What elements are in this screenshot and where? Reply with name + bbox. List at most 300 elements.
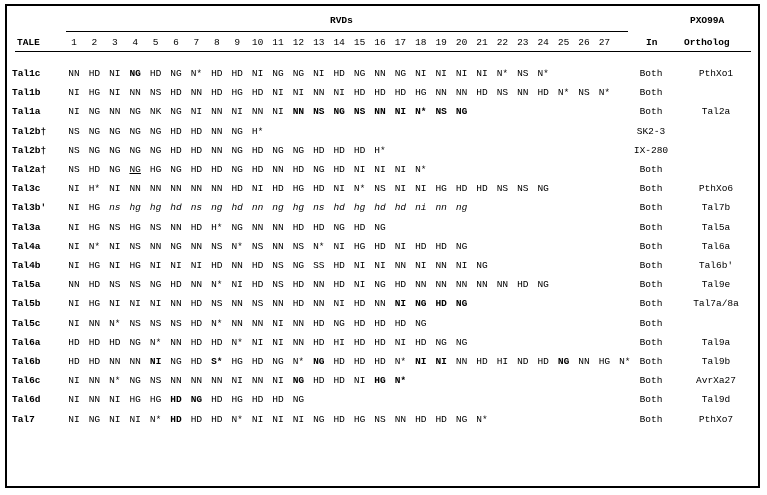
rvds-header: RVDs xyxy=(330,15,353,26)
in-cell: Both xyxy=(639,317,663,329)
rvd-cell: HD xyxy=(190,298,203,310)
rvd-cell: NS xyxy=(517,68,529,79)
rvd-cell: HD xyxy=(251,260,264,271)
rvd-cell: NN xyxy=(517,87,529,99)
tale-name: Tal2a† xyxy=(12,164,47,175)
column-header: 10 xyxy=(251,37,264,48)
rvd-cell: NI xyxy=(109,298,121,310)
rvd-cell: NS xyxy=(109,221,121,233)
rvd-cell: HD xyxy=(251,164,264,175)
column-header: 13 xyxy=(313,37,325,48)
rvd-cell: NI xyxy=(109,240,121,252)
tale-name: Tal5a xyxy=(12,279,41,291)
rvd-cell: NS xyxy=(578,87,590,99)
rvd-cell: ng xyxy=(211,202,223,214)
rvd-cell: HG xyxy=(292,183,305,195)
rvd-cell: HD xyxy=(68,336,80,348)
rvd-cell: NI xyxy=(272,87,284,99)
rvd-cell: NG xyxy=(537,183,549,195)
rvd-cell: HD xyxy=(313,336,325,348)
rvd-cell: NG xyxy=(333,221,345,233)
rvd-cell: NI xyxy=(68,375,80,387)
rvd-cell: NI xyxy=(394,183,407,195)
rvd-cell: hg xyxy=(292,202,305,214)
rvd-cell: HD xyxy=(251,144,264,156)
rvd-cell: NI xyxy=(68,87,80,99)
rvd-cell: NI xyxy=(476,68,488,79)
rvd-cell: NI xyxy=(455,68,468,79)
rvd-cell: HG xyxy=(88,260,101,271)
rvd-cell: HD xyxy=(313,144,325,156)
column-header: 2 xyxy=(91,37,98,48)
rvd-cell: NN xyxy=(190,183,203,195)
column-header: 8 xyxy=(213,37,220,48)
rvd-cell: NN xyxy=(170,336,182,348)
rvd-cell: HD xyxy=(353,87,366,99)
rvd-cell: NN xyxy=(129,183,141,195)
rvd-cell: HD xyxy=(415,240,427,252)
rvd-cell: NN xyxy=(88,394,101,406)
rvd-cell: NN xyxy=(251,106,264,118)
rvd-cell: NI xyxy=(149,356,162,367)
rvd-cell: N* xyxy=(415,106,427,118)
rvd-cell: HD xyxy=(353,144,366,156)
rvd-cell: NN xyxy=(272,298,284,310)
rvd-cell: NN xyxy=(149,240,162,252)
rvd-cell: HD xyxy=(272,183,284,195)
rvd-cell: NS xyxy=(170,317,182,329)
rvd-cell: NS xyxy=(374,413,386,425)
rvd-cell: N* xyxy=(537,68,549,79)
rvd-cell: NI xyxy=(415,260,427,271)
rvd-cell: NI xyxy=(435,356,447,367)
rvd-cell: NN xyxy=(292,317,305,329)
ortholog-cell: AvrXa27 xyxy=(696,375,736,387)
rvd-cell: NS xyxy=(374,183,386,195)
rvd-cell: NN xyxy=(190,375,203,387)
rvd-cell: NN xyxy=(496,279,509,291)
in-cell: SK2-3 xyxy=(636,125,666,137)
rvd-cell: NI xyxy=(109,183,121,195)
rvd-cell: HG xyxy=(88,202,101,214)
rvd-cell: HD xyxy=(353,356,366,367)
rvd-cell: HD xyxy=(88,336,101,348)
rvd-cell: HD xyxy=(313,317,325,329)
rvd-cell: NI xyxy=(333,240,345,252)
rvd-cell: HD xyxy=(333,375,345,387)
rvd-cell: NG xyxy=(435,336,447,348)
ortholog-cell: Tal9e xyxy=(701,279,731,291)
rvd-cell: NS xyxy=(68,164,80,175)
rvd-cell: HD xyxy=(190,413,203,425)
rvd-cell: NS xyxy=(68,125,80,137)
rvd-cell: NN xyxy=(190,240,203,252)
rvd-cell: NG xyxy=(88,144,101,156)
rvd-cell: HD xyxy=(333,164,345,175)
rvd-cell: ni xyxy=(415,202,427,214)
in-cell: Both xyxy=(639,68,663,79)
rvd-cell: HD xyxy=(211,413,223,425)
rvd-cell: HD xyxy=(211,87,223,99)
rvd-cell: ng xyxy=(455,202,468,214)
rvd-cell: HG xyxy=(374,375,386,387)
tale-name: Tal4b xyxy=(12,260,41,271)
rvd-cell: NN xyxy=(211,125,223,137)
rvd-cell: NK xyxy=(149,106,162,118)
rvd-cell: NI xyxy=(251,413,264,425)
rvd-cell: NI xyxy=(435,68,447,79)
column-header: 6 xyxy=(173,37,179,48)
tale-name: Tal3a xyxy=(12,221,41,233)
rvd-cell: NN xyxy=(313,279,325,291)
rvd-cell: NI xyxy=(149,260,162,271)
rvd-cell: NN xyxy=(251,221,264,233)
tale-name: Tal4a xyxy=(12,240,41,252)
rvd-cell: hd xyxy=(374,202,386,214)
rvd-cell: NS xyxy=(129,240,141,252)
rvd-cell: NG xyxy=(170,68,182,79)
rvd-cell: NG xyxy=(272,356,284,367)
rvd-cell: NN xyxy=(476,279,488,291)
tale-name: Tal6b xyxy=(12,356,41,367)
ortholog-cell: PthXo1 xyxy=(698,68,734,79)
rvd-cell: NN xyxy=(170,221,182,233)
rvd-cell: N* xyxy=(211,279,223,291)
rvd-cell: NI xyxy=(353,375,366,387)
rvd-cell: NI xyxy=(68,202,80,214)
rvd-cell: HD xyxy=(292,221,305,233)
rvd-cell: SS xyxy=(313,260,325,271)
rvd-cell: NG xyxy=(313,413,325,425)
rvd-cell: NI xyxy=(109,260,121,271)
rvd-cell: HD xyxy=(231,183,243,195)
rvd-cell: NN xyxy=(211,144,223,156)
rvd-cell: HD xyxy=(251,394,264,406)
rvd-cell: NG xyxy=(149,125,162,137)
in-cell: Both xyxy=(639,279,663,291)
rvd-cell: NS xyxy=(211,240,223,252)
rvd-cell: NI xyxy=(272,106,284,118)
rvd-cell: HD xyxy=(251,279,264,291)
rvd-cell: NS xyxy=(272,279,284,291)
column-header: 25 xyxy=(557,37,570,48)
rvd-cell: hd xyxy=(170,202,182,214)
tale-name: Tal2b† xyxy=(12,144,47,156)
rvd-cell: NG xyxy=(170,164,182,175)
rvd-cell: NI xyxy=(231,279,243,291)
rvd-cell: NN xyxy=(129,87,141,99)
column-header: 4 xyxy=(132,37,139,48)
rvd-cell: NN xyxy=(435,279,447,291)
rvd-cell: NG xyxy=(313,164,325,175)
rvd-cell: NG xyxy=(374,221,386,233)
rvd-cell: NI xyxy=(272,413,284,425)
column-header: 7 xyxy=(193,37,200,48)
in-cell: Both xyxy=(639,260,663,271)
column-header: 23 xyxy=(517,37,529,48)
column-header: 14 xyxy=(333,37,345,48)
rvd-cell: S* xyxy=(211,356,223,367)
column-header: 15 xyxy=(353,37,366,48)
rvd-cell: NI xyxy=(394,298,407,310)
rvd-cell: NG xyxy=(537,279,549,291)
rvd-cell: NS xyxy=(68,144,80,156)
rvd-cell: HD xyxy=(190,336,203,348)
rvd-cell: NN xyxy=(455,356,468,367)
in-cell: Both xyxy=(639,164,663,175)
rvd-cell: HD xyxy=(353,298,366,310)
rvd-cell: NI xyxy=(455,260,468,271)
column-header: 24 xyxy=(537,37,549,48)
rvd-cell: hg xyxy=(353,202,366,214)
rvd-cell: H* xyxy=(211,221,223,233)
rvd-cell: HD xyxy=(313,183,325,195)
rvd-cell: H* xyxy=(88,183,101,195)
column-header: 21 xyxy=(476,37,488,48)
rvd-cell: N* xyxy=(496,68,509,79)
ortholog-cell: Tal6b' xyxy=(698,260,734,271)
rvd-cell: hd xyxy=(394,202,407,214)
rvd-cell: NN xyxy=(313,87,325,99)
rvd-cell: HD xyxy=(190,144,203,156)
rvd-cell: HD xyxy=(251,87,264,99)
rvd-cell: NS xyxy=(517,183,529,195)
rvd-cell: NN xyxy=(68,68,80,79)
rvd-cell: NG xyxy=(394,68,407,79)
rvd-cell: NG xyxy=(231,221,243,233)
rvd-cell: HD xyxy=(435,298,447,310)
rvd-cell: HG xyxy=(598,356,611,367)
rvd-cell: HD xyxy=(190,164,203,175)
ortholog-cell: Tal9a xyxy=(701,336,731,348)
rvd-cell: NI xyxy=(394,240,407,252)
rvd-cell: HD xyxy=(190,317,203,329)
in-cell: Both xyxy=(639,375,663,387)
tale-name: Tal5c xyxy=(12,317,41,329)
rvd-cell: HD xyxy=(313,221,325,233)
rvd-cell: HD xyxy=(170,279,182,291)
rvd-cell: NN xyxy=(455,87,468,99)
rvd-cell: HD xyxy=(374,356,386,367)
rvd-cell: NI xyxy=(68,221,80,233)
rvd-cell: hg xyxy=(129,202,141,214)
rvd-cell: NN xyxy=(109,106,121,118)
rvd-cell: HD xyxy=(476,356,488,367)
rvd-cell: NI xyxy=(109,413,121,425)
rvd-cell: HD xyxy=(170,87,182,99)
rvd-cell: NN xyxy=(170,298,182,310)
rvd-cell: NI xyxy=(292,87,305,99)
rvd-cell: NN xyxy=(251,375,264,387)
in-cell: Both xyxy=(639,183,663,195)
rvd-cell: NG xyxy=(455,240,468,252)
rvd-cell: NN xyxy=(231,317,243,329)
rvd-cell: HI xyxy=(333,336,345,348)
rvd-cell: H* xyxy=(251,125,264,137)
rvd-cell: NG xyxy=(455,106,468,118)
column-header: 20 xyxy=(455,37,468,48)
rvd-cell: NG xyxy=(109,125,121,137)
tale-name: Tal7 xyxy=(12,413,35,425)
rvd-cell: HD xyxy=(353,336,366,348)
rvd-cell: NI xyxy=(231,106,243,118)
column-header: 16 xyxy=(374,37,386,48)
rvd-cell: NG xyxy=(272,144,284,156)
rvd-cell: NS xyxy=(435,106,447,118)
rvd-cell: NI xyxy=(394,336,407,348)
rvd-cell: HD xyxy=(537,356,549,367)
rvd-cell: N* xyxy=(292,356,305,367)
rvd-cell: NN xyxy=(272,240,284,252)
ortholog-header-line1: PXO99A xyxy=(690,15,725,26)
rvd-cell: NI xyxy=(251,183,264,195)
rvd-cell: NI xyxy=(68,106,80,118)
rvd-cell: N* xyxy=(619,356,631,367)
tale-name: Tal1a xyxy=(12,106,41,118)
rvd-cell: NG xyxy=(88,106,101,118)
rvd-cell: HD xyxy=(476,183,488,195)
rvd-cell: NN xyxy=(211,375,223,387)
rvd-cell: HD xyxy=(537,87,549,99)
column-header: 26 xyxy=(578,37,590,48)
in-cell: Both xyxy=(639,413,663,425)
rvd-cell: NI xyxy=(272,375,284,387)
ortholog-cell: Tal9d xyxy=(701,394,731,406)
ortholog-cell: PthXo6 xyxy=(698,183,734,195)
rvd-cell: NG xyxy=(109,164,121,175)
rvd-cell: NI xyxy=(415,183,427,195)
rvd-cell: HG xyxy=(231,356,243,367)
rvd-cell: HG xyxy=(129,221,141,233)
rvd-cell: NN xyxy=(292,336,305,348)
rvd-cell: HD xyxy=(333,279,345,291)
rvd-cell: NS xyxy=(496,183,509,195)
rvd-cell: NN xyxy=(435,260,447,271)
rvd-cell: NI xyxy=(353,164,366,175)
rvd-cell: HG xyxy=(353,413,366,425)
rvd-cell: NI xyxy=(68,394,80,406)
rvd-cell: NG xyxy=(170,106,182,118)
rvd-cell: N* xyxy=(149,336,162,348)
rvd-cell: NI xyxy=(109,68,121,79)
rvd-cell: NN xyxy=(68,279,80,291)
rvd-cell: N* xyxy=(313,240,325,252)
column-header: 18 xyxy=(415,37,427,48)
tale-name: Tal2b† xyxy=(12,125,47,137)
in-cell: Both xyxy=(639,298,663,310)
in-cell: Both xyxy=(639,87,663,99)
rvds-rule xyxy=(66,31,628,32)
rvd-cell: HD xyxy=(190,125,203,137)
rvd-cell: NI xyxy=(353,279,366,291)
rvd-cell: NG xyxy=(292,144,305,156)
column-header: 11 xyxy=(272,37,284,48)
rvd-cell: NG xyxy=(109,144,121,156)
rvd-cell: N* xyxy=(88,240,101,252)
rvd-cell: NG xyxy=(333,317,345,329)
rvd-cell: NN xyxy=(170,375,182,387)
column-header: 17 xyxy=(394,37,407,48)
rvd-cell: HD xyxy=(374,240,386,252)
rvd-cell: NN xyxy=(149,183,162,195)
rvd-cell: NI xyxy=(251,336,264,348)
rvd-cell: ND xyxy=(517,356,529,367)
rvd-cell: NG xyxy=(129,125,141,137)
rvd-cell: NI xyxy=(415,356,427,367)
rvd-cell: HD xyxy=(211,394,223,406)
rvd-cell: HD xyxy=(517,279,529,291)
rvd-cell: NN xyxy=(374,68,386,79)
rvd-cell: NG xyxy=(129,106,141,118)
column-header: 1 xyxy=(71,37,77,48)
rvd-cell: NN xyxy=(251,317,264,329)
rvd-cell: NI xyxy=(109,394,121,406)
rvd-cell: NN xyxy=(88,375,101,387)
rvd-cell: NG xyxy=(476,260,488,271)
rvd-cell: NG xyxy=(353,68,366,79)
rvd-cell: HG xyxy=(435,183,447,195)
rvd-cell: NN xyxy=(170,183,182,195)
rvd-cell: NG xyxy=(313,356,325,367)
rvd-cell: NI xyxy=(68,298,80,310)
rvd-cell: NI xyxy=(292,413,305,425)
tale-name: Tal5b xyxy=(12,298,41,310)
rvd-cell: HD xyxy=(231,68,243,79)
rvd-cell: NI xyxy=(170,260,182,271)
rvd-cell: NG xyxy=(455,298,468,310)
rvd-cell: NN xyxy=(231,298,243,310)
rvd-cell: NG xyxy=(415,298,427,310)
rvd-cell: NI xyxy=(129,413,141,425)
rvd-cell: N* xyxy=(394,375,407,387)
rvd-cell: HD xyxy=(292,298,305,310)
rvd-cell: NG xyxy=(170,356,182,367)
rvd-cell: NN xyxy=(455,279,468,291)
rvd-cell: HD xyxy=(190,356,203,367)
rvd-cell: HD xyxy=(190,221,203,233)
rvd-cell: HD xyxy=(394,87,407,99)
rvd-cell: HD xyxy=(292,279,305,291)
column-header: 27 xyxy=(598,37,611,48)
rvd-cell: NG xyxy=(129,164,141,175)
in-cell: Both xyxy=(639,202,663,214)
in-cell: Both xyxy=(639,336,663,348)
rvd-cell: NS xyxy=(149,375,162,387)
column-header: 22 xyxy=(496,37,509,48)
ortholog-cell: Tal6a xyxy=(701,240,731,252)
rvd-cell: NI xyxy=(374,260,386,271)
rvd-cell: NN xyxy=(415,279,427,291)
rvd-cell: NN xyxy=(435,87,447,99)
rvd-cell: HD xyxy=(170,413,182,425)
rvd-cell: HD xyxy=(88,164,101,175)
rvd-cell: HD xyxy=(170,144,182,156)
ortholog-cell: PthXo7 xyxy=(698,413,734,425)
rvd-cell: HD xyxy=(272,394,284,406)
rvd-cell: N* xyxy=(598,87,611,99)
rvd-cell: HD xyxy=(68,356,80,367)
rvd-cell: NS xyxy=(251,298,264,310)
rvd-cell: NN xyxy=(374,106,386,118)
rvd-cell: HD xyxy=(476,87,488,99)
in-header: In xyxy=(646,37,658,48)
rvd-cell: NG xyxy=(231,144,243,156)
ortholog-header-line2: Ortholog xyxy=(684,37,730,48)
rvd-cell: HD xyxy=(333,413,345,425)
rvd-cell: nn xyxy=(251,202,264,214)
in-cell: Both xyxy=(639,356,663,367)
rvd-cell: HD xyxy=(394,279,407,291)
